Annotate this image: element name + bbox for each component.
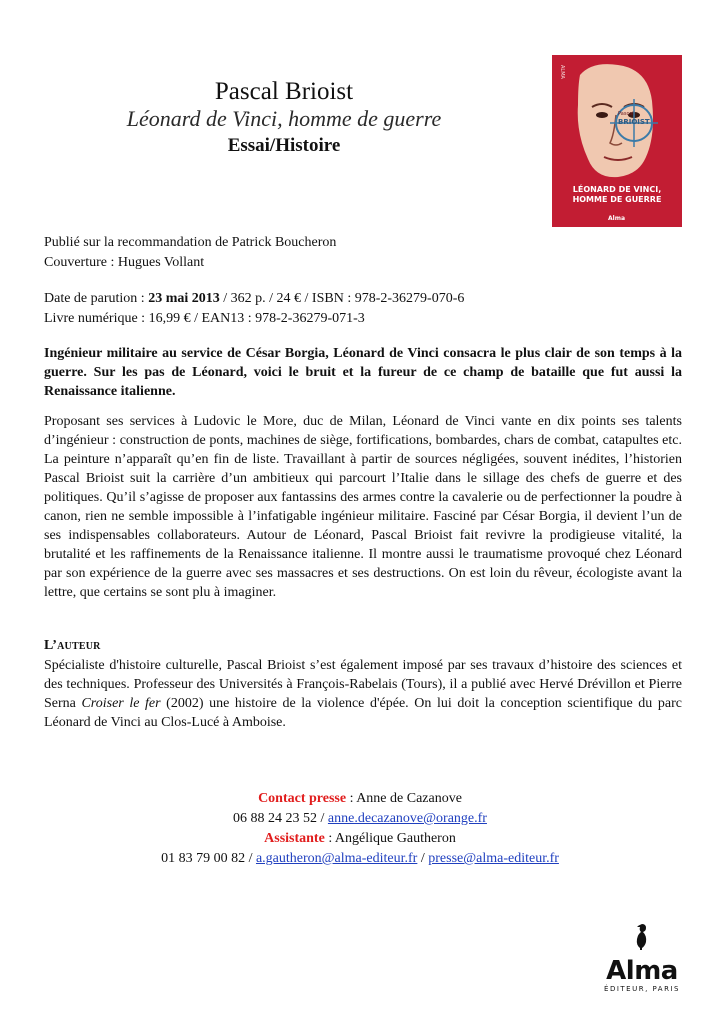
author-section-heading: L’auteur — [44, 638, 101, 653]
lead-paragraph: Ingénieur militaire au service de César Borgia, Léonard de Vinci consacra le plus clair de son temps à la guerre. Sur les pas de Léonard, voici le bruit et la fureur de ce champ de bataille que fut aussi la Renaissance italienne. — [44, 346, 682, 399]
press-contact-label: Contact presse — [258, 791, 347, 806]
publisher-logo-name: Alma — [606, 956, 678, 986]
press-contact-line — [100, 789, 620, 809]
recommendation-line: Publié sur la recommandation de Patrick Boucheron — [44, 235, 337, 250]
publication-details — [44, 289, 464, 329]
author-bio-text-2: (2002) une histoire de la violence d'épée. On lui doit la conception scientifique du parc Léonard de Vinci au Clos-Lucé à Amboise. — [44, 696, 682, 730]
generic-press-email-link[interactable]: presse@alma-editeur.fr — [428, 851, 559, 866]
book-price-isbn: / 362 p. / 24 € / ISBN : 978-2-36279-070-6 — [219, 291, 465, 306]
press-contact-block — [100, 789, 620, 869]
assistant-email-link[interactable]: a.gautheron@alma-editeur.fr — [255, 851, 418, 866]
publication-credits — [44, 233, 336, 273]
cover-title — [552, 185, 682, 205]
press-phone: 06 88 24 23 52 / — [233, 811, 328, 826]
cover-title-line1: LÉONARD DE VINCI, — [572, 185, 662, 194]
book-author: Pascal Brioist — [214, 78, 354, 105]
author-bio-book-title: Croiser le fer — [81, 696, 161, 711]
press-contact-details — [100, 809, 620, 829]
assistant-line — [100, 829, 620, 849]
cover-credit-line: Couverture : Hugues Vollant — [44, 255, 205, 270]
press-contact-name: : Anne de Cazanove — [346, 791, 462, 806]
cover-publisher: Alma — [608, 215, 626, 222]
email-separator: / — [417, 851, 429, 866]
cover-title-line2: HOMME DE GUERRE — [572, 195, 662, 204]
cover-author-name: BRIOIST — [618, 118, 650, 126]
book-cover-image — [552, 55, 682, 227]
release-date-value: 23 mai 2013 — [148, 291, 220, 306]
assistant-details — [100, 849, 620, 869]
description-paragraph: Proposant ses services à Ludovic le More, duc de Milan, Léonard de Vinci vante en dix points ses talents d’ingénieur : construction de ponts, machines de siège, fortifications, bombardes, chars de combat, catapultes etc. La peinture n’apparaît qu’en fin de liste. Travaillant à partir de sources négligées, souvent inédites, l’historien Pascal Brioist suit la carrière d’un ambitieux qui parcourt l’Italie dans le sillage des chefs de guerre et des politiques. Qu’il s’agisse de proposer aux fantassins des armes contre la cavalerie ou de perfectionner la poudre à canon, rien ne semble impossible à l’infatigable ingénieur militaire. Fasciné par César Borgia, il devient l’un de ses indispensables collaborateurs. Autour de Léonard, Pascal Brioist fait revivre la prodigieuse vitalité, la brutalité et les raffinements de la Renaissance italienne. Il montre aussi le traumatisme provoqué chez Léonard par son expérience de la guerre avec ses massacres et ses destructions. On est loin du rêveur, écologiste avant la lettre, que certains se sont plu à imaginer. — [44, 414, 682, 600]
publisher-logo-subtitle: ÉDITEUR, PARIS — [604, 985, 680, 993]
release-date-line — [44, 289, 464, 309]
author-bio — [44, 656, 682, 732]
publisher-logo — [594, 922, 690, 1002]
release-date-label: Date de parution : — [44, 291, 145, 306]
book-genre: Essai/Histoire — [227, 135, 341, 156]
ebook-line: Livre numérique : 16,99 € / EAN13 : 978-2-36279-071-3 — [44, 311, 365, 326]
cover-spine-text: ALMA — [559, 65, 565, 79]
title-block — [60, 78, 508, 158]
press-email-link[interactable]: anne.decazanove@orange.fr — [327, 811, 487, 826]
bird-icon — [630, 922, 654, 950]
cover-author-label: Pascal — [618, 111, 634, 117]
assistant-name: : Angélique Gautheron — [324, 831, 456, 846]
book-title: Léonard de Vinci, homme de guerre — [126, 106, 442, 131]
assistant-label: Assistante — [264, 831, 325, 846]
author-bio-text-1: Spécialiste d'histoire culturelle, Pascal Brioist s’est également imposé par ses travaux d’histoire des sciences et des techniques. Professeur des Universités à François-Rabelais (Tours), il a publié avec Hervé Drévillon et Pierre Serna — [44, 658, 682, 711]
assistant-phone: 01 83 79 00 82 / — [161, 851, 256, 866]
